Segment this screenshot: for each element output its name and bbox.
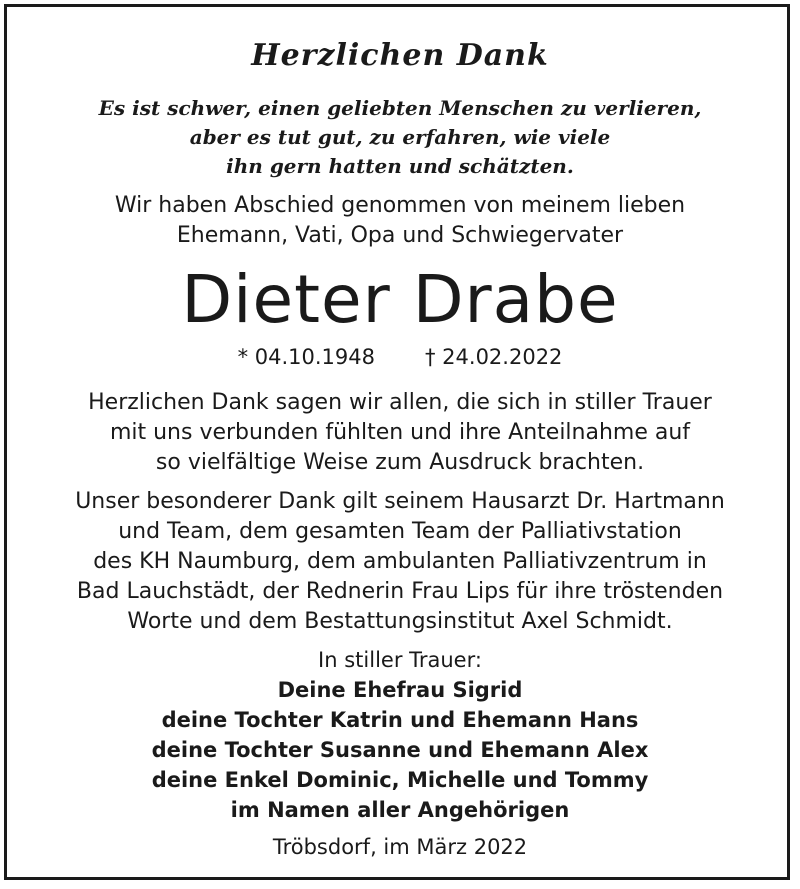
thanks-line: Worte und dem Bestattungsinstitut Axel Schmidt.	[127, 609, 673, 634]
place-date: Tröbsdorf, im März 2022	[272, 835, 528, 859]
thanks-line: des KH Naumburg, dem ambulanten Palliativzentrum in	[93, 549, 707, 574]
life-dates	[0, 343, 800, 371]
mourning-label: In stiller Trauer:	[318, 648, 482, 672]
mourner: deine Enkel Dominic, Michelle und Tommy	[151, 768, 649, 792]
mourner: Deine Ehefrau Sigrid	[277, 678, 523, 702]
mourner: deine Tochter Katrin und Ehemann Hans	[161, 708, 639, 732]
heading: Herzlichen Dank	[251, 38, 549, 73]
thanks-line: Bad Lauchstädt, der Rednerin Frau Lips für ihre tröstenden	[76, 579, 724, 604]
thanks-line: Herzlichen Dank sagen wir allen, die sich in stiller Trauer	[88, 390, 712, 415]
thanks-line: so vielfältige Weise zum Ausdruck brachten.	[155, 450, 645, 475]
thanks-special	[0, 487, 800, 637]
quote-line: aber es tut gut, zu erfahren, wie viele	[189, 125, 611, 149]
thanks-line: Unser besonderer Dank gilt seinem Hausarzt Dr. Hartmann	[75, 489, 725, 514]
thanks-line: mit uns verbunden fühlten und ihre Anteilnahme auf	[109, 420, 691, 445]
birth-date: * 04.10.1948	[237, 345, 375, 369]
mourner: im Namen aller Angehörigen	[230, 798, 570, 822]
thanks-line: und Team, dem gesamten Team der Palliativstation	[118, 519, 682, 544]
thanks-general	[0, 388, 800, 478]
intro-text	[0, 191, 800, 251]
deceased-name: Dieter Drabe	[181, 261, 619, 338]
intro-line: Wir haben Abschied genommen von meinem lieben	[114, 193, 686, 218]
mourners-list	[0, 675, 800, 825]
quote	[0, 94, 800, 181]
mourner: deine Tochter Susanne und Ehemann Alex	[151, 738, 649, 762]
intro-line: Ehemann, Vati, Opa und Schwiegervater	[176, 223, 624, 248]
quote-line: ihn gern hatten und schätzten.	[226, 154, 574, 178]
quote-line: Es ist schwer, einen geliebten Menschen zu verlieren,	[98, 96, 702, 120]
death-date: † 24.02.2022	[425, 345, 563, 369]
